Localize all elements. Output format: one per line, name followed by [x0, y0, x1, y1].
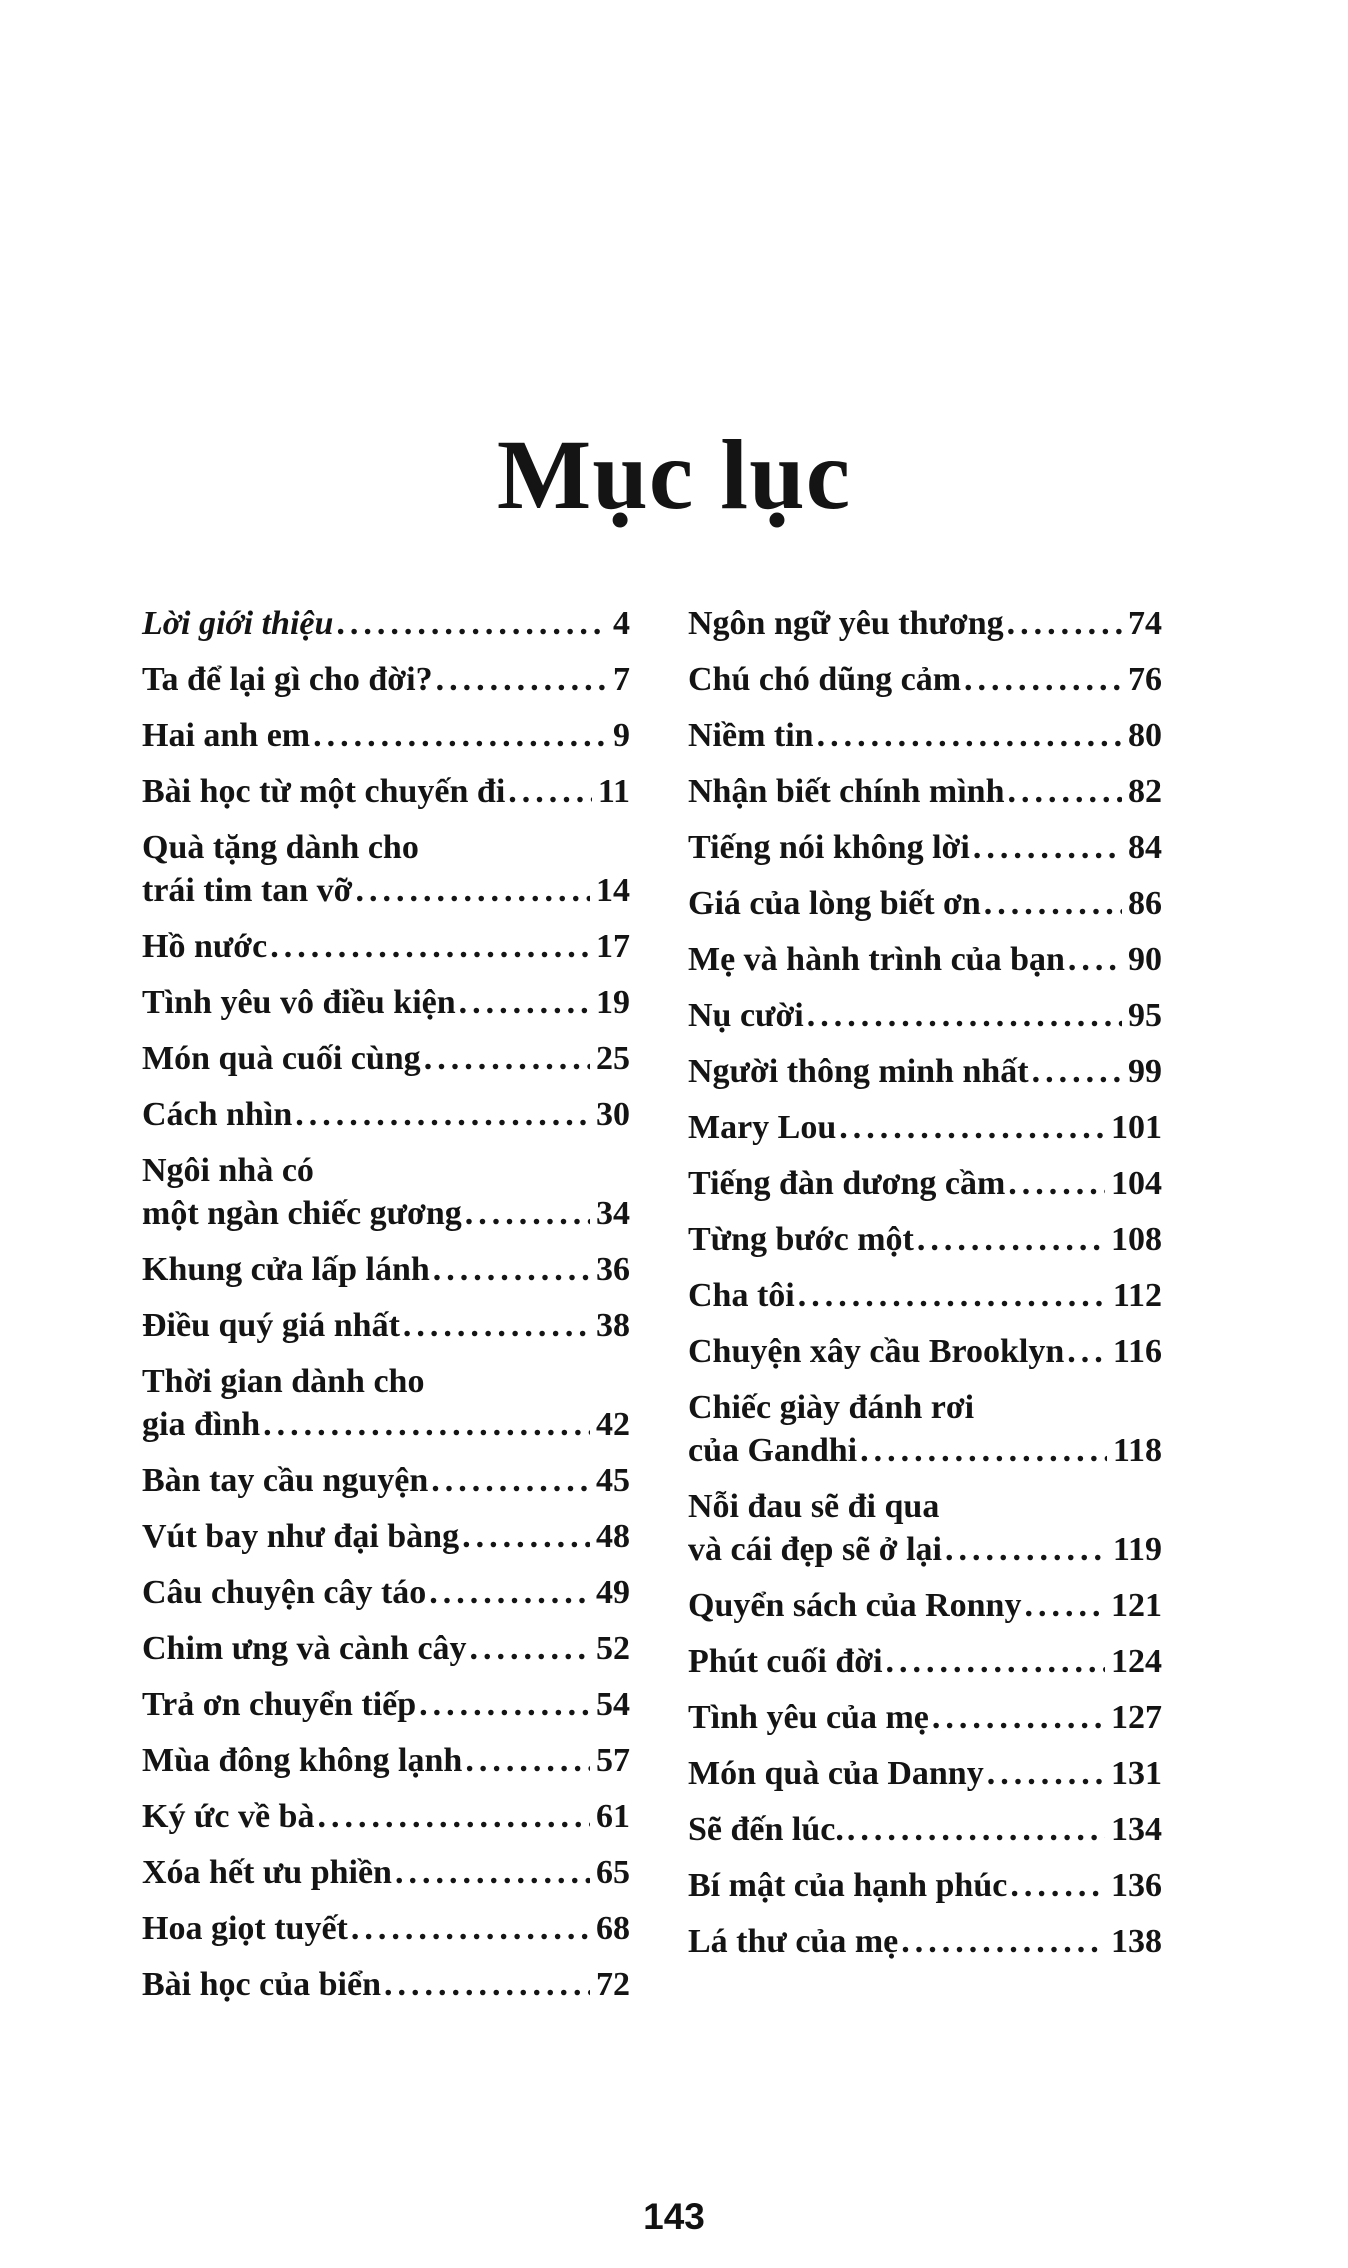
toc-entry: [688, 1162, 1162, 1205]
toc-entry-row: [142, 1459, 630, 1502]
dot-leader: [1010, 1864, 1105, 1907]
dot-leader: [886, 1640, 1105, 1683]
toc-entry-row: [688, 1640, 1162, 1683]
toc-entry: [688, 826, 1162, 869]
toc-entry: [688, 1330, 1162, 1373]
toc-entry-row: [688, 1050, 1162, 1093]
page-number: 42: [596, 1406, 630, 1443]
toc-entry-row: [142, 869, 630, 912]
toc-entry-line: Quà tặng dành cho: [142, 829, 419, 866]
dot-leader: [336, 602, 607, 645]
toc-entry-title: Bí mật của hạnh phúc: [688, 1867, 1008, 1904]
toc-entry: [688, 770, 1162, 813]
toc-entry-title: và cái đẹp sẽ ở lại: [688, 1531, 942, 1568]
dot-leader: [973, 826, 1122, 869]
toc-entry-title: trái tim tan vỡ: [142, 872, 353, 909]
dot-leader: [932, 1696, 1105, 1739]
toc-entry-row: [688, 1429, 1162, 1472]
dot-leader: [860, 1429, 1107, 1472]
dot-leader: [295, 1093, 590, 1136]
toc-entry-title: Bàn tay cầu nguyện: [142, 1462, 429, 1499]
toc-entry-title: Chú chó dũng cảm: [688, 661, 962, 698]
page-number: 136: [1111, 1867, 1162, 1904]
toc-entry-row: [142, 1304, 630, 1347]
toc-entry-title: Ký ức về bà: [142, 1798, 315, 1835]
dot-leader: [807, 994, 1122, 1037]
toc-entry-title: Nhận biết chính mình: [688, 773, 1005, 810]
dot-leader: [403, 1304, 590, 1347]
toc-entry: [688, 1584, 1162, 1627]
page-number: 118: [1112, 1432, 1162, 1469]
toc-entry-extra-lines: [142, 826, 630, 869]
toc-entry-row: [142, 1739, 630, 1782]
toc-entry-title: Câu chuyện cây táo: [142, 1574, 427, 1611]
toc-column-left: [142, 602, 630, 2019]
toc-entry: [142, 1851, 630, 1894]
toc-entry-title: Nụ cười: [688, 997, 804, 1034]
toc-entry-row: [142, 1037, 630, 1080]
page-number: 14: [596, 872, 630, 909]
page-number: 7: [613, 661, 630, 698]
toc-entry-title: Hai anh em: [142, 717, 311, 754]
toc-entry: [142, 714, 630, 757]
page-number: 101: [1111, 1109, 1162, 1146]
page-number: 54: [596, 1686, 630, 1723]
toc-entry-row: [142, 981, 630, 1024]
page-number: 124: [1111, 1643, 1162, 1680]
page-number: 119: [1112, 1531, 1162, 1568]
dot-leader: [901, 1920, 1105, 1963]
toc-entry-title: Ngôn ngữ yêu thương: [688, 605, 1004, 642]
folio-page-number: 143: [643, 2196, 705, 2237]
page-number: 36: [596, 1251, 630, 1288]
dot-leader: [465, 1192, 590, 1235]
toc-entry: [688, 994, 1162, 1037]
toc-entry-row: [142, 1571, 630, 1614]
toc-entry-row: [142, 1627, 630, 1670]
dot-leader: [984, 882, 1122, 925]
toc-entry-title: Mary Lou: [688, 1109, 837, 1146]
toc-entry-row: [688, 1162, 1162, 1205]
toc-entry-extra-lines: [142, 1360, 630, 1403]
dot-leader: [508, 770, 592, 813]
toc-entry-row: [688, 1218, 1162, 1261]
toc-entry-row: [142, 1795, 630, 1838]
dot-leader: [470, 1627, 590, 1670]
page-number: 52: [596, 1630, 630, 1667]
toc-entry: [688, 882, 1162, 925]
page-number: 121: [1111, 1587, 1162, 1624]
dot-leader: [356, 869, 590, 912]
toc-entry-title: Khung cửa lấp lánh: [142, 1251, 430, 1288]
dot-leader: [431, 1459, 590, 1502]
toc-entry-row: [688, 882, 1162, 925]
toc-entry-row: [688, 714, 1162, 757]
page-number: 11: [597, 773, 630, 810]
toc-entry-row: [142, 1851, 630, 1894]
toc-entry: [142, 981, 630, 1024]
toc-entry-title: Cha tôi: [688, 1277, 795, 1314]
toc-entry-row: [688, 1696, 1162, 1739]
page-number: 138: [1111, 1923, 1162, 1960]
page-number: 134: [1111, 1811, 1162, 1848]
page-number: 17: [596, 928, 630, 965]
toc-entry-title: Bài học từ một chuyến đi: [142, 773, 506, 810]
toc-entry-row: [688, 1528, 1162, 1571]
page-number: 57: [596, 1742, 630, 1779]
dot-leader: [817, 714, 1122, 757]
page-number: 74: [1128, 605, 1162, 642]
page-number: 112: [1112, 1277, 1162, 1314]
toc-entry-title: Chim ưng và cành cây: [142, 1630, 467, 1667]
page-number: 61: [596, 1798, 630, 1835]
toc-entry-row: [142, 1192, 630, 1235]
page-number: 86: [1128, 885, 1162, 922]
toc-entry-title: Sẽ đến lúc.: [688, 1811, 844, 1848]
toc-entry-row: [688, 770, 1162, 813]
dot-leader: [317, 1795, 590, 1838]
dot-leader: [798, 1274, 1107, 1317]
toc-entry: [142, 925, 630, 968]
toc-entry-line: Chiếc giày đánh rơi: [688, 1389, 975, 1426]
toc-entry-line: Ngôi nhà có: [142, 1152, 314, 1189]
toc-entry: [142, 770, 630, 813]
toc-entry-row: [142, 770, 630, 813]
toc-entry-title: Bài học của biển: [142, 1966, 381, 2003]
toc-entry-title: Quyển sách của Ronny: [688, 1587, 1022, 1624]
dot-leader: [917, 1218, 1105, 1261]
page-number: 80: [1128, 717, 1162, 754]
page-number: 49: [596, 1574, 630, 1611]
toc-entry: [688, 1485, 1162, 1571]
dot-leader: [429, 1571, 590, 1614]
toc-entry: [142, 1093, 630, 1136]
dot-leader: [987, 1752, 1105, 1795]
page-number: 19: [596, 984, 630, 1021]
toc-entry: [142, 1248, 630, 1291]
page-number: 38: [596, 1307, 630, 1344]
toc-entry: [142, 1571, 630, 1614]
dot-leader: [1007, 602, 1122, 645]
dot-leader: [1067, 1330, 1107, 1373]
toc-entry: [142, 1963, 630, 2006]
toc-entry-row: [142, 1248, 630, 1291]
toc-entry-title: Điều quý giá nhất: [142, 1307, 400, 1344]
page-number: 30: [596, 1096, 630, 1133]
dot-leader: [395, 1851, 590, 1894]
toc-entry-row: [142, 658, 630, 701]
toc-entry-extra-lines: [688, 1386, 1162, 1429]
toc-entry: [142, 1515, 630, 1558]
dot-leader: [462, 1515, 590, 1558]
toc-entry-title: Niềm tin: [688, 717, 814, 754]
page-number: 116: [1112, 1333, 1162, 1370]
toc-entry-row: [688, 1920, 1162, 1963]
page-title: Mục lục: [496, 419, 852, 530]
toc-entry: [688, 602, 1162, 645]
toc-entry-row: [142, 1683, 630, 1726]
toc-entry: [142, 1037, 630, 1080]
toc-entry-row: [142, 1515, 630, 1558]
toc-entry-line: Nỗi đau sẽ đi qua: [688, 1488, 940, 1525]
toc-entry-title: Lời giới thiệu: [142, 605, 334, 642]
toc-entry-title: Vút bay như đại bàng: [142, 1518, 460, 1555]
toc-entry-title: Tình yêu của mẹ: [688, 1699, 929, 1736]
toc-entry: [688, 938, 1162, 981]
toc-entry: [688, 1218, 1162, 1261]
page-number: 65: [596, 1854, 630, 1891]
dot-leader: [847, 1808, 1105, 1851]
toc-entry: [142, 1149, 630, 1235]
toc-entry-title: Tiếng nói không lời: [688, 829, 970, 866]
toc-entry-row: [688, 1584, 1162, 1627]
page-number: 90: [1128, 941, 1162, 978]
toc-entry-title: Giá của lòng biết ơn: [688, 885, 981, 922]
page-number: 9: [613, 717, 630, 754]
toc-entry: [688, 1920, 1162, 1963]
toc-entry-title: của Gandhi: [688, 1432, 858, 1469]
toc-entry: [142, 1683, 630, 1726]
page-number: 127: [1111, 1699, 1162, 1736]
dot-leader: [1008, 770, 1123, 813]
toc-entry: [142, 1739, 630, 1782]
toc-entry-row: [142, 925, 630, 968]
toc-entry-title: Hồ nước: [142, 928, 268, 965]
toc-entry-title: Tiếng đàn dương cầm: [688, 1165, 1006, 1202]
dot-leader: [424, 1037, 590, 1080]
page-number: 84: [1128, 829, 1162, 866]
toc-entry: [142, 1459, 630, 1502]
page-number: 45: [596, 1462, 630, 1499]
toc-entry: [688, 1050, 1162, 1093]
dot-leader: [465, 1739, 590, 1782]
toc-entry-row: [688, 602, 1162, 645]
toc-entry-title: Chuyện xây cầu Brooklyn: [688, 1333, 1065, 1370]
dot-leader: [436, 658, 607, 701]
toc-entry-row: [688, 826, 1162, 869]
toc-entry-row: [688, 994, 1162, 1037]
toc-entry: [142, 1360, 630, 1446]
toc-entry-title: Ta để lại gì cho đời?: [142, 661, 433, 698]
dot-leader: [1032, 1050, 1122, 1093]
toc-entry-row: [142, 1907, 630, 1950]
page-number: 68: [596, 1910, 630, 1947]
page-number: 34: [596, 1195, 630, 1232]
toc-entry: [688, 1386, 1162, 1472]
toc-entry: [142, 658, 630, 701]
dot-leader: [384, 1963, 590, 2006]
page-number: 104: [1111, 1165, 1162, 1202]
toc-entry-title: Từng bước một: [688, 1221, 914, 1258]
toc-entry: [142, 1795, 630, 1838]
toc-entry-title: Hoa giọt tuyết: [142, 1910, 348, 1947]
toc-entry-row: [688, 938, 1162, 981]
dot-leader: [313, 714, 607, 757]
toc-entry-title: Phút cuối đời: [688, 1643, 883, 1680]
toc-entry-title: Món quà của Danny: [688, 1755, 984, 1792]
toc-entry-title: Trả ơn chuyển tiếp: [142, 1686, 417, 1723]
dot-leader: [964, 658, 1122, 701]
toc-entry: [142, 1627, 630, 1670]
toc-column-right: [688, 602, 1162, 2019]
toc-entry: [688, 1864, 1162, 1907]
toc-entry-row: [688, 1330, 1162, 1373]
toc-entry: [688, 1274, 1162, 1317]
page-number: 72: [596, 1966, 630, 2003]
toc-entry-title: Cách nhìn: [142, 1096, 293, 1133]
toc-entry-row: [142, 1963, 630, 2006]
page-number: 82: [1128, 773, 1162, 810]
dot-leader: [351, 1907, 590, 1950]
toc-entry: [688, 1752, 1162, 1795]
toc-entry: [688, 1640, 1162, 1683]
page-number: 48: [596, 1518, 630, 1555]
page-number: 99: [1128, 1053, 1162, 1090]
toc-entry-row: [142, 1093, 630, 1136]
toc-entry: [142, 826, 630, 912]
toc-entry-row: [142, 1403, 630, 1446]
page-number: 131: [1111, 1755, 1162, 1792]
dot-leader: [270, 925, 590, 968]
toc-entry-title: Người thông minh nhất: [688, 1053, 1029, 1090]
toc-columns: [142, 602, 1162, 2019]
toc-entry-title: một ngàn chiếc gương: [142, 1195, 462, 1232]
dot-leader: [1008, 1162, 1105, 1205]
dot-leader: [419, 1683, 590, 1726]
toc-entry-row: [688, 658, 1162, 701]
dot-leader: [263, 1403, 590, 1446]
page-number: 25: [596, 1040, 630, 1077]
toc-entry: [688, 714, 1162, 757]
toc-entry: [142, 602, 630, 645]
page-number: 76: [1128, 661, 1162, 698]
toc-entry-row: [688, 1752, 1162, 1795]
toc-entry-title: Xóa hết ưu phiền: [142, 1854, 392, 1891]
dot-leader: [459, 981, 590, 1024]
toc-entry-row: [688, 1864, 1162, 1907]
toc-entry: [688, 1696, 1162, 1739]
toc-entry-title: Tình yêu vô điều kiện: [142, 984, 456, 1021]
toc-entry-extra-lines: [688, 1485, 1162, 1528]
dot-leader: [1024, 1584, 1105, 1627]
toc-entry-row: [142, 714, 630, 757]
toc-entry: [688, 1808, 1162, 1851]
page-number: 4: [613, 605, 630, 642]
toc-entry-title: Mẹ và hành trình của bạn: [688, 941, 1065, 978]
toc-entry-line: Thời gian dành cho: [142, 1363, 425, 1400]
toc-entry-row: [142, 602, 630, 645]
toc-entry: [142, 1304, 630, 1347]
toc-entry: [142, 1907, 630, 1950]
toc-entry-row: [688, 1808, 1162, 1851]
toc-entry-row: [688, 1274, 1162, 1317]
toc-entry-title: Lá thư của mẹ: [688, 1923, 899, 1960]
dot-leader: [945, 1528, 1107, 1571]
toc-entry-title: Món quà cuối cùng: [142, 1040, 421, 1077]
toc-entry-extra-lines: [142, 1149, 630, 1192]
toc-entry-title: Mùa đông không lạnh: [142, 1742, 463, 1779]
toc-entry-row: [688, 1106, 1162, 1149]
dot-leader: [1068, 938, 1122, 981]
toc-entry: [688, 658, 1162, 701]
page-number: 95: [1128, 997, 1162, 1034]
dot-leader: [433, 1248, 590, 1291]
toc-entry-title: gia đình: [142, 1406, 261, 1443]
toc-entry: [688, 1106, 1162, 1149]
dot-leader: [839, 1106, 1105, 1149]
page-number: 108: [1111, 1221, 1162, 1258]
